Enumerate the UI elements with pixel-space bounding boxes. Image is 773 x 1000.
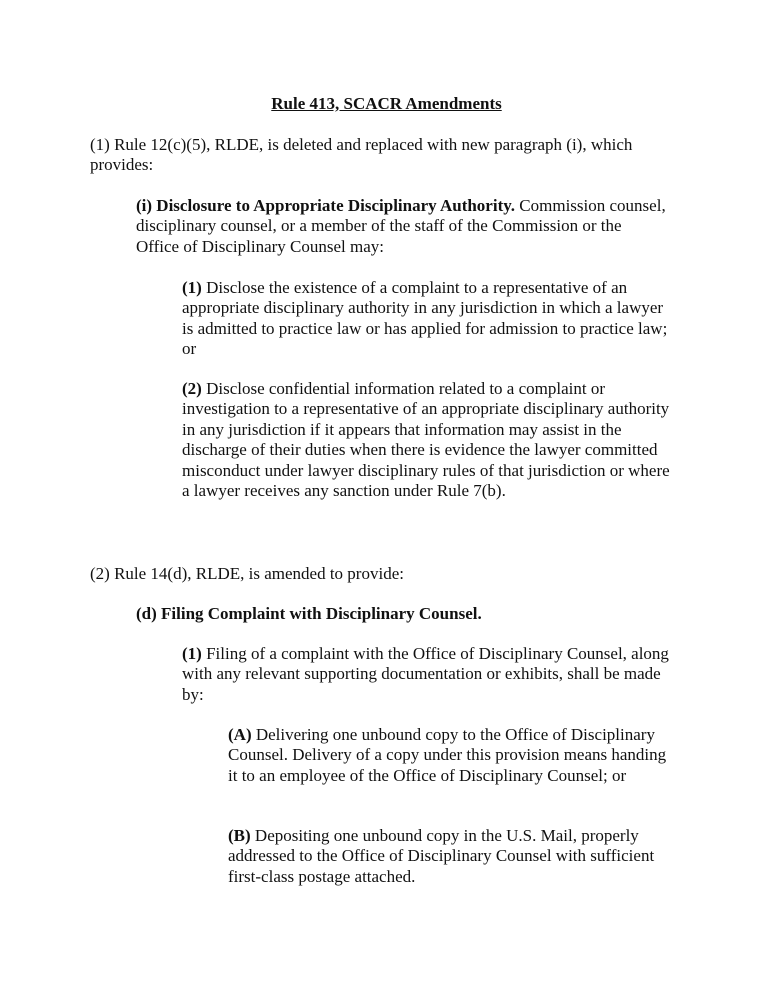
document-title: Rule 413, SCACR Amendments [271,94,502,113]
paragraph-i [136,196,666,257]
paragraph-d-item-a [228,725,668,786]
item-text: Disclose confidential information related to a complaint or investigation to a representative of an appropriate disciplinary authority in any jurisdiction if it appears that information may assist in the discharge of their duties when there is evidence the lawyer committed misconduct under lawyer disciplinary rules of that jurisdiction or where a lawyer receives any sanction under Rule 7(b). [182,379,670,501]
section-2-intro: (2) Rule 14(d), RLDE, is amended to provide: [90,564,404,583]
paragraph-i-item-2 [182,379,672,501]
section-1-intro: (1) Rule 12(c)(5), RLDE, is deleted and replaced with new paragraph (i), which provides: [90,135,633,175]
paragraph-d-item-1 [182,644,672,705]
paragraph-d-item-b [228,826,668,887]
item-label: (B) [228,826,251,845]
paragraph-i-item-1 [182,278,672,360]
item-label: (1) [182,278,202,297]
paragraph-i-heading: (i) Disclosure to Appropriate Disciplinary Authority. [136,196,516,215]
item-text: Delivering one unbound copy to the Office of Disciplinary Counsel. Delivery of a copy under this provision means handing it to an employee of the Office of Disciplinary Counsel; or [228,725,667,785]
paragraph-i-text: Commission counsel, disciplinary counsel, or a member of the staff of the Commission or the Office of Disciplinary Counsel may: [136,196,666,256]
paragraph-d-heading: (d) Filing Complaint with Disciplinary Counsel. [136,604,482,623]
item-label: (1) [182,644,202,663]
item-label: (2) [182,379,202,398]
item-text: Disclose the existence of a complaint to a representative of an appropriate disciplinary authority in any jurisdiction in which a lawyer is admitted to practice law or has applied for admission to practice law; or [182,278,668,359]
item-text: Depositing one unbound copy in the U.S. Mail, properly addressed to the Office of Disciplinary Counsel with sufficient first-class postage attached. [228,826,655,886]
item-text: Filing of a complaint with the Office of Disciplinary Counsel, along with any relevant supporting documentation or exhibits, shall be made by: [182,644,669,704]
item-label: (A) [228,725,252,744]
